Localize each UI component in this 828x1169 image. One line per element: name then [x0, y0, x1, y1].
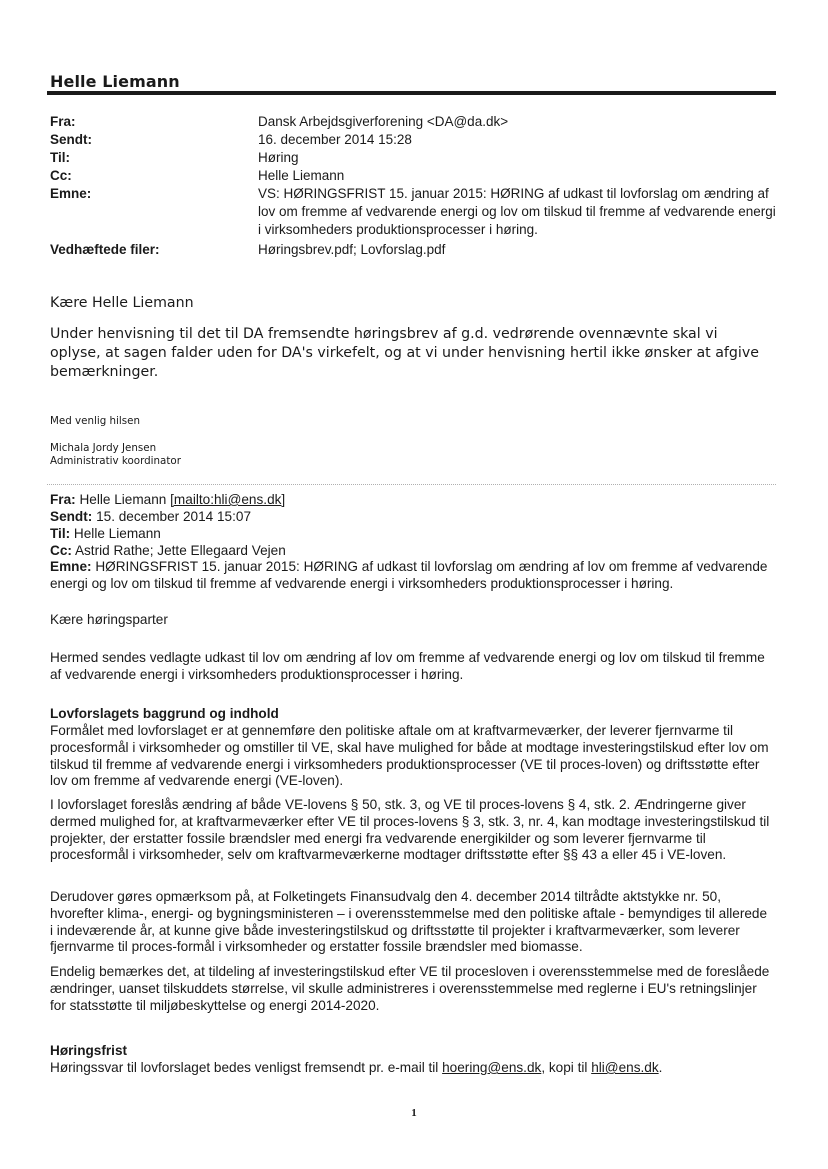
attachments-label: Vedhæftede filer:	[50, 242, 160, 257]
deadline-text-middle: , kopi til	[541, 1060, 588, 1075]
section-background-paragraph-1: Formålet med lovforslaget er at gennemføre den politiske aftale om at kraftvarmeværker, der leverer fjernvarme til procesformål i virksomheder og omstiller til VE, skal have mulighed for både at modtage investeringstilskud efter lov om tilskud til fremme af vedvarende energi i virksomheders produktionsprocesser (VE til proces-loven) og driftsstøtte efter lov om fremme af vedvarende energi (VE-loven).	[50, 723, 769, 789]
to-value: Høring	[258, 150, 299, 165]
fwd-cc-value: Astrid Rathe; Jette Ellegaard Vejen	[74, 543, 286, 558]
fwd-subject-value: HØRINGSFRIST 15. januar 2015: HØRING af udkast til lovforslag om ændring af lov om fremme af vedvarende energi og lov om tilskud til fremme af vedvarende energi i virksomheders produktionsprocesser i høring.	[50, 559, 768, 591]
section-heading-background: Lovforslagets baggrund og indhold	[50, 706, 279, 721]
fwd-from-mailto-link[interactable]: [mailto:hli@ens.dk]	[170, 492, 286, 507]
section-background-paragraph-4: Endelig bemærkes det, at tildeling af investeringstilskud efter VE til procesloven i overensstemmelse med de foreslåede ændringer, uanset tilskuddets størrelse, vil skulle administreres i overensstemmelse med reglerne i EU's retningslinjer for statsstøtte til miljøbeskyttelse og energi 2014-2020.	[50, 964, 770, 1013]
subject-value: VS: HØRINGSFRIST 15. januar 2015: HØRING af udkast til lovforslag om ændring af lov om fremme af vedvarende energi og lov om tilskud til fremme af vedvarende energi i virksomheders produktionsprocesser i høring.	[258, 186, 776, 237]
signer-name: Michala Jordy Jensen	[50, 442, 157, 454]
letter-intro: Hermed sendes vedlagte udkast til lov om ændring af lov om fremme af vedvarende energi og lov om tilskud til fremme af vedvarende energi i virksomheders produktionsprocesser i høring.	[50, 650, 765, 682]
cc-value: Helle Liemann	[258, 168, 345, 183]
from-value: Dansk Arbejdsgiverforening <DA@da.dk>	[258, 114, 509, 129]
cc-label: Cc:	[50, 168, 72, 183]
sent-value: 16. december 2014 15:28	[258, 132, 412, 147]
fwd-from-value: Helle Liemann	[79, 492, 167, 507]
reply-body: Under henvisning til det til DA fremsendte høringsbrev af g.d. vedrørende ovennævnte skal vi oplyse, at sagen falder uden for DA's virkefelt, og at vi under henvisning hertil ikke ønsker at afgive bemærkninger.	[50, 326, 759, 380]
reply-closing: Med venlig hilsen	[50, 415, 140, 427]
letter-greeting: Kære høringsparter	[50, 612, 168, 627]
hoering-email-link[interactable]: hoering@ens.dk	[442, 1060, 542, 1075]
fwd-to-row	[50, 526, 775, 543]
to-label: Til:	[50, 150, 70, 165]
from-label: Fra:	[50, 114, 76, 129]
hli-email-link[interactable]: hli@ens.dk	[591, 1060, 659, 1075]
deadline-paragraph	[50, 1060, 772, 1077]
fwd-to-value: Helle Liemann	[73, 526, 161, 541]
fwd-sent-label: Sendt:	[50, 509, 93, 524]
reply-greeting: Kære Helle Liemann	[50, 295, 194, 311]
section-heading-deadline: Høringsfrist	[50, 1043, 128, 1058]
fwd-sent-row	[50, 509, 775, 526]
sent-label: Sendt:	[50, 132, 92, 147]
deadline-text-end: .	[658, 1060, 663, 1075]
forward-separator	[47, 484, 776, 485]
section-background-paragraph-2: I lovforslaget foreslås ændring af både VE-lovens § 50, stk. 3, og VE til proces-lovens § 4, stk. 2. Ændringerne giver dermed mulighed for, at kraftvarmeværker efter VE til proces-lovens § 3, stk. 3, nr. 4, kan modtage investeringstilskud til projekter, der erstatter fossile brændsler med energi fra vedvarende energikilder og som leverer fjernvarme til procesformål i virksomheder, selv om kraftvarmeværkerne modtager driftsstøtte efter §§ 43 a eller 45 i VE-loven.	[50, 797, 770, 863]
page-number: 1	[411, 1107, 417, 1119]
deadline-text-before: Høringssvar til lovforslaget bedes venligst fremsendt pr. e-mail til	[50, 1060, 439, 1075]
fwd-subject-row	[50, 559, 775, 592]
subject-label: Emne:	[50, 186, 92, 201]
signer-title: Administrativ koordinator	[50, 455, 181, 467]
fwd-sent-value: 15. december 2014 15:07	[96, 509, 252, 524]
fwd-cc-row	[50, 543, 775, 560]
fwd-subject-label: Emne:	[50, 559, 92, 574]
section-background-paragraph-3: Derudover gøres opmærksom på, at Folketingets Finansudvalg den 4. december 2014 tiltrådte aktstykke nr. 50, hvorefter klima-, energi- og bygningsministeren – i overensstemmelse med den politiske aftale - bemyndiges til allerede i indeværende år, at kunne give både investeringstilskud og driftsstøtte til projekter i kraftvarmeværker, som leverer fjernvarme til proces-formål i virksomheder og erstatter fossile brændsler med biomasse.	[50, 889, 768, 955]
header-rule	[47, 91, 776, 95]
fwd-to-label: Til:	[50, 526, 71, 541]
fwd-cc-label: Cc:	[50, 543, 72, 558]
mailbox-owner-name: Helle Liemann	[50, 72, 180, 91]
fwd-from-row	[50, 492, 775, 509]
attachments-value[interactable]: Høringsbrev.pdf; Lovforslag.pdf	[258, 242, 446, 257]
fwd-from-label: Fra:	[50, 492, 76, 507]
